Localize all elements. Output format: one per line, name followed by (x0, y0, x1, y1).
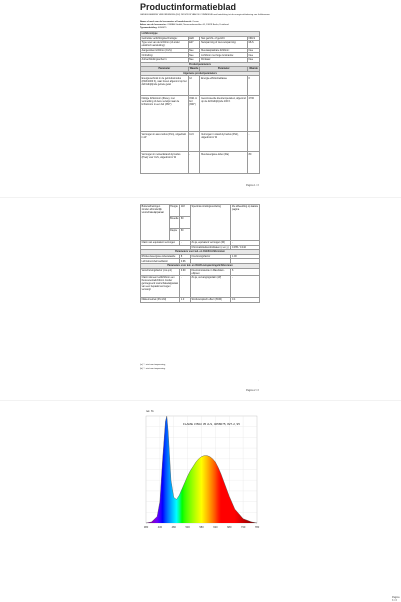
model-line: Typeaanduiding: 4058075 (140, 27, 167, 29)
footnote-b: (b) '-': niet van toepassing. (140, 368, 166, 370)
supplier-line: Naam of merk van de leverancier of handelsmerk: Osram (140, 21, 199, 23)
chart-legend: FLAME 3 Blitz 35 cLS, 4058075, 827-2, 95 (183, 422, 240, 426)
top-page-marker: · (258, 379, 259, 382)
table-row: Flikkermetriek (Pst LM) 1.0 Stroboscopisch effect (SVM) 0.4 (141, 298, 260, 303)
page-2 (0, 199, 401, 399)
page-number: Pagina 1 / 3 (246, 184, 259, 187)
section-led-parameters: Parameters voor led- en OLED-lichtbronnen (141, 250, 260, 255)
table-row: Nuttige lichtstroom (Φuse), met vermelding of deze verwijst naar de lichtstroom in een bol (360°) 1521 in bol (360°) Gecorreleerde kleurtemperatuur, afgerond op de dichtstbijzijnde 100 K 2700 (141, 96, 260, 132)
x-tick-label: 480 (171, 526, 176, 529)
table-row: Diepte 60 (141, 229, 260, 241)
parameters-table-continued (140, 204, 260, 303)
spectral-distribution-chart (0, 402, 401, 601)
chart-x-ticks (144, 525, 260, 529)
page-separator (0, 400, 401, 401)
table-row: Lichtstroombehoudfactor 0.96 (141, 259, 260, 264)
x-tick-label: 630 (213, 526, 218, 529)
light-source-table (140, 31, 260, 174)
section-light-type: Lichtbrontype (141, 32, 260, 37)
table-row: Verschuivingsfactor (cos φ1) 0.90 Kleurconsistentie in MacAdam-ellipsen 6 (141, 268, 260, 276)
page-number: Pagina 2 / 3 (246, 389, 259, 392)
table-row: Aangesloten lichtbron (CLS): Nee Kleuraanpasbare lichtbron: Nee (141, 48, 260, 53)
document-title: Productinformatieblad (140, 2, 237, 12)
table-row: Chromaticiteitscoördinaten (x en y) 0.455 / 0.410 (141, 245, 260, 250)
section-general-parameters: Algemene productparameters (141, 71, 260, 76)
page-number: Pagina 3 / 3 (392, 596, 400, 602)
address-line: Adres van de leverancier: OSRAM GmbH, Nonnendammallee 44, 13629 Berlin, Duitsland (140, 24, 229, 26)
chart-ylabel: rel. % (146, 409, 154, 413)
table-row: Antiverblindingsscherm: Nee Dimbaar: Nee (141, 57, 260, 62)
page-separator (0, 197, 401, 198)
page-3 (0, 402, 401, 601)
x-tick-label: 430 (157, 526, 163, 529)
table-row: Buitenafmetingen zonder afzonderlijk voorschakelapparaat Hoogte 118 Spectrale stralingsverdeling Zie afbeelding op laatste pagina (141, 205, 260, 217)
x-tick-label: 530 (185, 526, 190, 529)
x-tick-label: 380 (143, 526, 149, 529)
section-mains-parameters: Parameters voor led- en OLED-netspanningslichtbronnen (141, 263, 260, 268)
section-product-parameters: Productparameters (141, 62, 260, 67)
table-header-row: Parameter Waarde Parameter Waarde (141, 67, 260, 72)
x-tick-label: 680 (227, 526, 232, 529)
table-row: Type voet van de lichtbron (of ander elektrisch aansluiting): E27 Netspanning of niet-netspanning: MLS (141, 41, 260, 49)
table-row: Vermogen in netwerkstand-bymodus (Pnet) voor CLS, uitgedrukt in W - Kleurweergave-index (Ra) 80 (141, 152, 260, 174)
footnote-a: (a) '-': niet van toepassing; (140, 364, 166, 366)
table-row: Vermogen in aan-modus (Pon), uitgedrukt in W 11.6 Vermogen in stand-bymodus (Psb), uitgedrukt in W - (141, 132, 260, 152)
x-tick-label: 780 (254, 526, 260, 529)
table-row: Breedte 60 (141, 217, 260, 229)
table-row: Omhulling: Nee Lichtbron met hoge luminantie: Nee (141, 53, 260, 58)
table-row: Claim van equivalent vermogen - Zo ja, equivalent vermogen (W) - (141, 241, 260, 246)
table-row: Claimt dat een ledlichtbron een fluorescentielichtbron zonder geïntegreerd voorschakelapparaat van een bepaald vermogen vervangt - Zo ja, vervangingsclaim (W) - (141, 276, 260, 298)
table-row: Energieverbruik in de gebruiksmodus (kWh/1000 h), naar boven afgerond op het dichtstbijzijnde gehele getal 12 Energie-efficiëntieklasse F (141, 76, 260, 96)
x-tick-label: 580 (199, 526, 204, 529)
intro-text: GEDELEGEERDE VERORDENING (EU) 2019/2015 VAN DE COMMISSIE met betrekking tot de energie-etikettering van lichtbronnen (140, 14, 270, 16)
table-row: Gebruikte verlichtingstechnologie: LED Niet gericht- of gericht: NDLS (141, 36, 260, 41)
table-row: R9-kleurweergave-indexwaarde 8 Overlevingsfactor 1.00 (141, 254, 260, 259)
page-1 (0, 0, 401, 195)
x-tick-label: 730 (240, 526, 246, 529)
